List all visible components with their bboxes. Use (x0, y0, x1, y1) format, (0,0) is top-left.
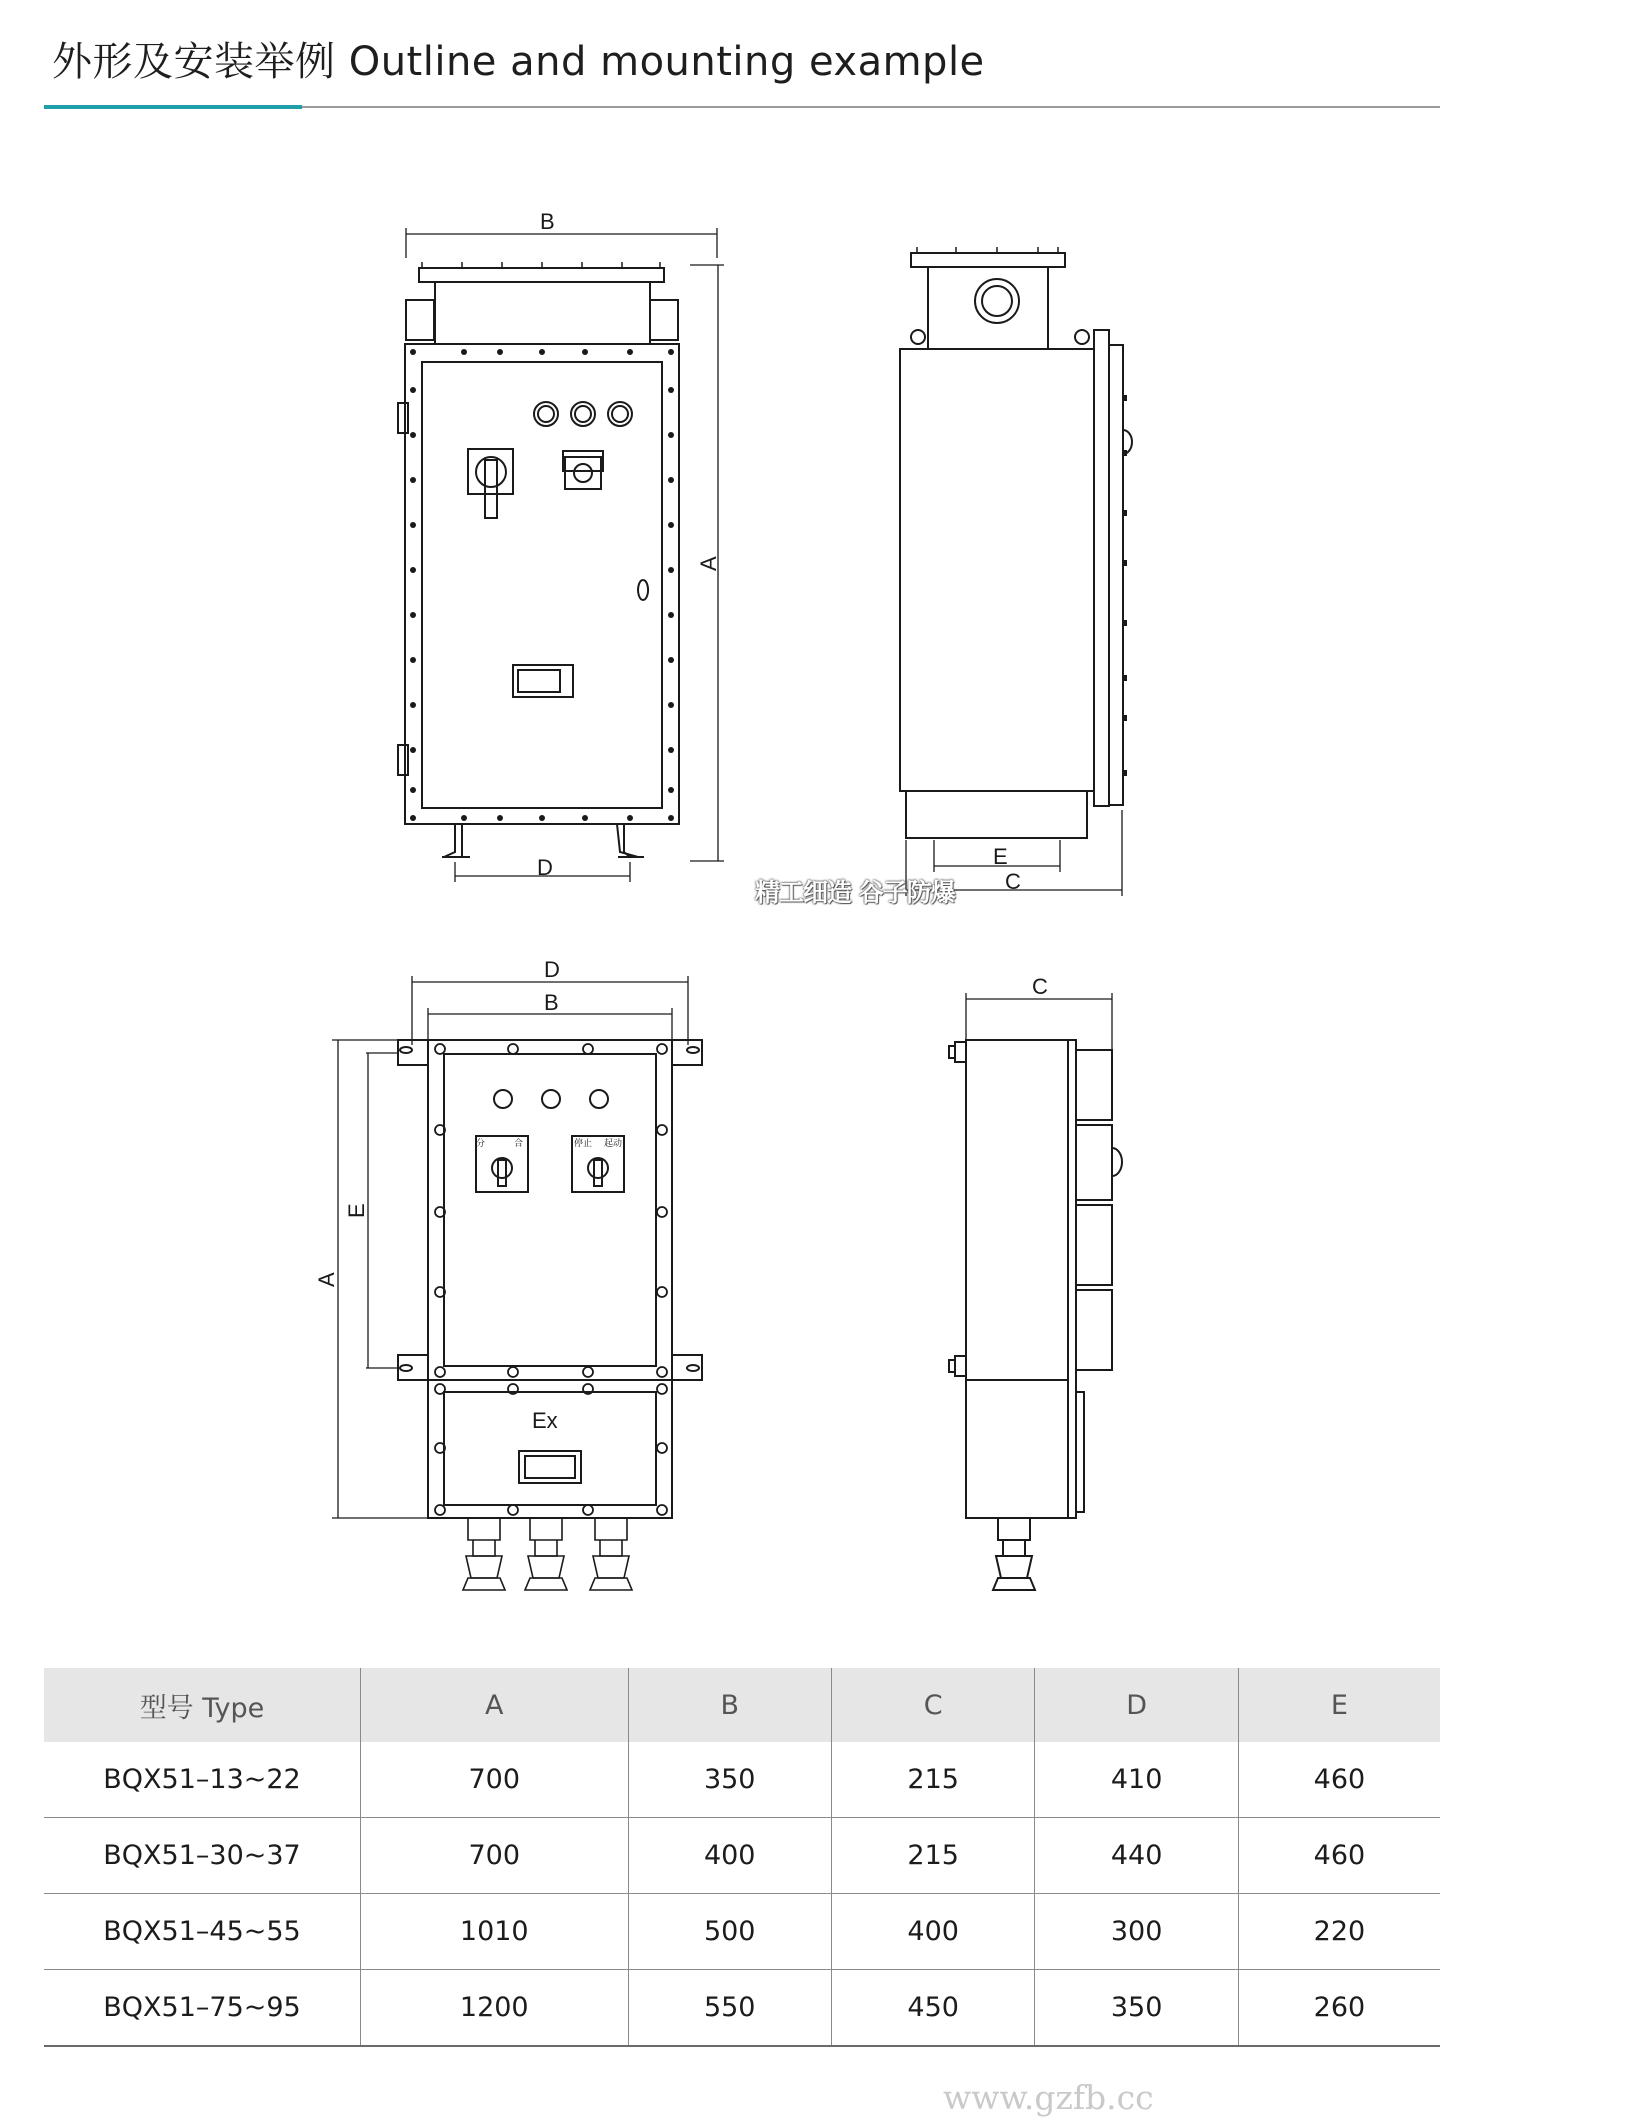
dim-c-label-1: C (1005, 869, 1021, 894)
cell-a: 1200 (361, 1970, 629, 2047)
enclosure-2-side-view (949, 1040, 1122, 1590)
header-type: 型号 Type (44, 1668, 361, 1742)
cell-d: 410 (1035, 1742, 1238, 1818)
cell-c: 450 (831, 1970, 1034, 2047)
switch2-left-label: 停止 (574, 1139, 593, 1149)
dim-e-label-2: E (344, 1203, 369, 1218)
dimension-table (44, 1668, 1440, 2047)
switch2-right-label: 起动 (604, 1139, 623, 1149)
cell-a: 700 (361, 1742, 629, 1818)
cell-type: BQX51–30~37 (44, 1818, 361, 1894)
enclosure-2-front-view (398, 1040, 702, 1590)
header-d: D (1035, 1668, 1238, 1742)
dim-d-label-1: D (537, 855, 553, 880)
table-row (44, 1894, 1440, 1970)
cell-a: 700 (361, 1818, 629, 1894)
dim-b-label-1: B (540, 209, 555, 234)
dim-e-label-1: E (993, 844, 1008, 869)
table-row (44, 1970, 1440, 2047)
header-b: B (628, 1668, 831, 1742)
cell-type: BQX51–13~22 (44, 1742, 361, 1818)
cell-type: BQX51–75~95 (44, 1970, 361, 2047)
table-header-row (44, 1668, 1440, 1742)
cell-d: 300 (1035, 1894, 1238, 1970)
dim-d-label-2: D (544, 957, 560, 982)
enclosure-1-front-view (398, 262, 679, 857)
page-title: 外形及安装举例 Outline and mounting example (52, 39, 985, 85)
cell-b: 400 (628, 1818, 831, 1894)
enclosure-2-front-dimensions (332, 976, 688, 1518)
cell-b: 550 (628, 1970, 831, 2047)
table-row (44, 1818, 1440, 1894)
cell-b: 500 (628, 1894, 831, 1970)
switch1-right-label: 合 (514, 1139, 524, 1149)
cable-glands (463, 1518, 632, 1590)
cell-type: BQX51–45~55 (44, 1894, 361, 1970)
cell-c: 400 (831, 1894, 1034, 1970)
cell-c: 215 (831, 1742, 1034, 1818)
dim-a-label-2: A (314, 1272, 339, 1287)
cell-e: 260 (1238, 1970, 1440, 2047)
cell-b: 350 (628, 1742, 831, 1818)
header-e: E (1238, 1668, 1440, 1742)
ex-marking: Ex (532, 1408, 558, 1433)
dim-b-label-2: B (544, 990, 559, 1015)
enclosure-2-side-dimensions (966, 993, 1112, 1050)
cell-e: 220 (1238, 1894, 1440, 1970)
cell-e: 460 (1238, 1742, 1440, 1818)
enclosure-1-side-view (900, 247, 1132, 838)
cell-c: 215 (831, 1818, 1034, 1894)
header-c: C (831, 1668, 1034, 1742)
cell-d: 350 (1035, 1970, 1238, 2047)
cell-d: 440 (1035, 1818, 1238, 1894)
switch1-left-label: 分 (476, 1139, 486, 1149)
header-a: A (361, 1668, 629, 1742)
dim-c-label-2: C (1032, 974, 1048, 999)
dim-a-label-1: A (696, 556, 721, 571)
enclosure-1-front-dimensions (406, 228, 724, 882)
site-url: www.gzfb.cc (943, 2078, 1154, 2117)
table-row (44, 1742, 1440, 1818)
watermark: 精工细造 谷子防爆 (755, 878, 955, 907)
cell-e: 460 (1238, 1818, 1440, 1894)
cell-a: 1010 (361, 1894, 629, 1970)
